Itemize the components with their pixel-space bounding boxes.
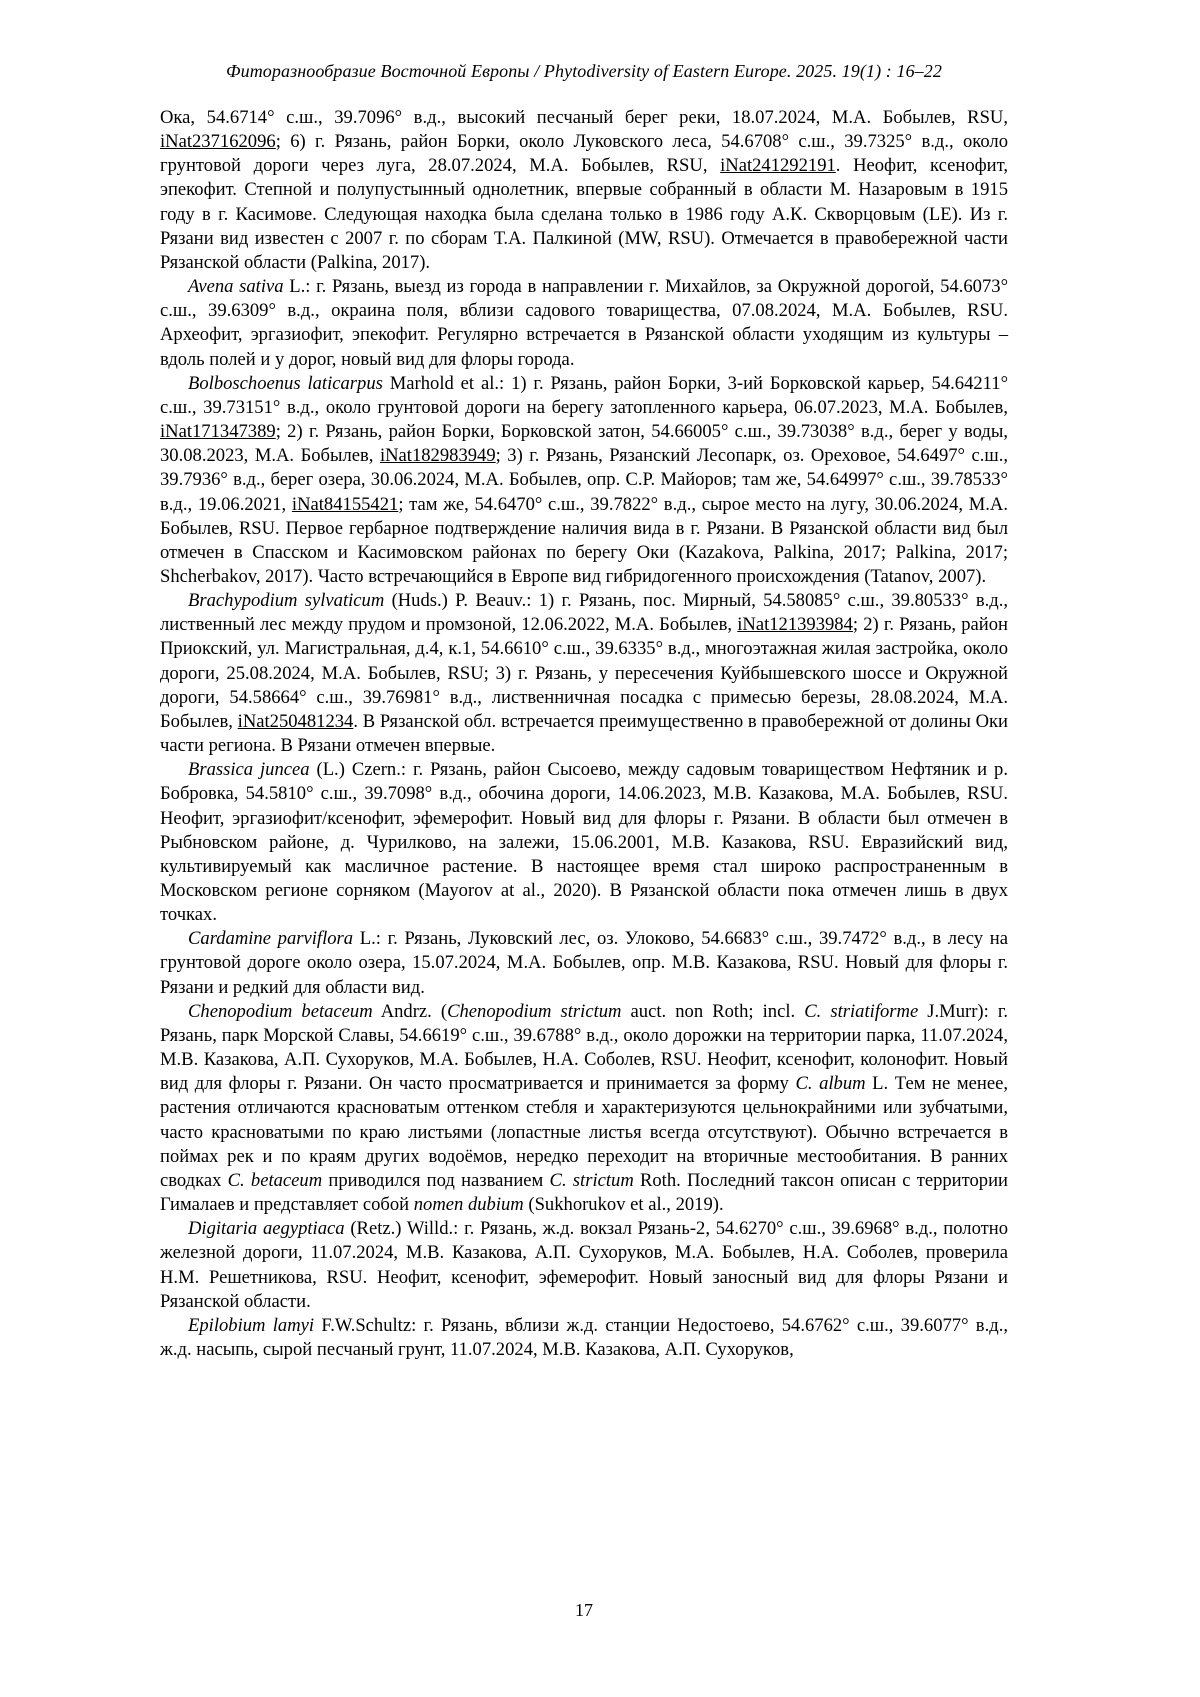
latin-name: Cardamine parviflora <box>188 928 354 950</box>
text-run: L.: г. Рязань, выезд из города в направлении г. Михайлов, за Окружной дорогой, 54.6073° с.ш., 39.6309° в.д., окраина поля, вблизи садового товарищества, 07.08.2024, М.А. Бобылев, RSU. Археофит, эргазиофит, эпекофит. Регулярно встречается в Рязанской области уходящим из культуры – вдоль полей и у дорог, новый вид для флоры города. <box>160 276 1009 370</box>
latin-name: Epilobium lamyi <box>188 1314 315 1336</box>
paragraph <box>160 1000 1008 1217</box>
inat-link[interactable]: iNat84155421 <box>291 493 399 515</box>
text-run: приводился под названием <box>322 1169 550 1191</box>
text-run: L. Тем не менее, растения отличаются красноватым оттенком стебля и характеризуются цельнокрайними или зубчатыми, часто красноватыми по краю листьями (лопастные листья всегда отсутствуют). Обычно встречается в поймах рек и по краям других водоёмов, нередко переходит на вторичные местообитания. В ранних сводках <box>160 1073 1008 1191</box>
paragraph <box>160 372 1008 589</box>
inat-link[interactable]: iNat171347389 <box>160 421 276 443</box>
latin-name: Chenopodium betaceum <box>188 1000 373 1022</box>
text-run: L.: г. Рязань, Луковский лес, оз. Улоково, 54.6683° с.ш., 39.7472° в.д., в лесу на грунтовой дороге около озера, 15.07.2024, М.А. Бобылев, опр. М.В. Казакова, RSU. Новый для флоры г. Рязани и редкий для области вид. <box>160 928 1008 998</box>
inat-link[interactable]: iNat121393984 <box>737 614 853 636</box>
text-run: Andrz. ( <box>372 1000 448 1022</box>
text-run: F.W.Schultz: г. Рязань, вблизи ж.д. станции Недостоево, 54.6762° с.ш., 39.6077° в.д., ж.д. насыпь, сырой песчаный грунт, 11.07.2024, М.В. Казакова, А.П. Сухоруков, <box>160 1314 1008 1360</box>
text-run: (Sukhorukov et al., 2019). <box>523 1194 724 1216</box>
text-run: auct. non Roth; incl. <box>621 1000 805 1022</box>
text-run: . В Рязанской обл. встречается преимущественно в правобережной от долины Оки части региона. В Рязани отмечен впервые. <box>160 710 1008 757</box>
latin-name: Digitaria aegyptiaca <box>188 1218 345 1240</box>
text-run: Marhold et al.: 1) г. Рязань, район Борки, 3-ий Борковской карьер, 54.64211° с.ш., 39.73151° в.д., около грунтовой дороги на берегу затопленного карьера, 06.07.2023, М.А. Бобылев, <box>160 372 1009 418</box>
text-run: (Retz.) Willd.: г. Рязань, ж.д. вокзал Рязань-2, 54.6270° с.ш., 39.6968° в.д., полотно железной дороги, 11.07.2024, М.В. Казакова, А.П. Сухоруков, М.А. Бобылев, Н.А. Соболев, проверила Н.М. Решетникова, RSU. Неофит, ксенофит, эфемерофит. Новый заносный вид для флоры Рязани и Рязанской области. <box>160 1218 1008 1312</box>
paragraph <box>160 758 1008 927</box>
text-run: ; там же, 54.6470° с.ш., 39.7822° в.д., сырое место на лугу, 30.06.2024, М.А. Бобылев, RSU. Первое гербарное подтверждение наличия вида в г. Рязани. В Рязанской области вид был отмечен в Спасском и Касимовском районах по берегу Оки (Kazakova, Palkina, 2017; Palkina, 2017; Shcherbakov, 2017). Часто встречающийся в Европе вид гибридогенного происхождения (Tatanov, 2007). <box>160 493 1008 587</box>
latin-name: Bolboschoenus laticarpus <box>188 372 383 394</box>
latin-name: nomen dubium <box>413 1194 524 1216</box>
latin-name: C. betaceum <box>227 1169 323 1191</box>
latin-name: Chenopodium strictum <box>447 1000 622 1022</box>
latin-name: C. strictum <box>549 1169 634 1191</box>
text-run: ; 6) г. Рязань, район Борки, около Луковского леса, 54.6708° с.ш., 39.7325° в.д., около грунтовой дороги через луга, 28.07.2024, М.А. Бобылев, RSU, <box>160 131 1008 177</box>
inat-link[interactable]: iNat182983949 <box>379 445 496 467</box>
inat-link[interactable]: iNat241292191 <box>720 155 836 177</box>
paragraph <box>160 927 1008 999</box>
article-body <box>160 106 1008 1362</box>
page-number: 17 <box>575 1600 593 1620</box>
inat-link[interactable]: iNat237162096 <box>160 131 276 153</box>
text-run: ; 3) г. Рязань, Рязанский Лесопарк, оз. Ореховое, 54.6497° с.ш., 39.7936° в.д., берег озера, 30.06.2024, М.А. Бобылев, опр. С.Р. Майоров; там же, 54.64997° с.ш., 39.78533° в.д., 19.06.2021, <box>160 445 1008 515</box>
text-run: ; 2) г. Рязань, район Приокский, ул. Магистральная, д.4, к.1, 54.6610° с.ш., 39.6335° в.д., многоэтажная жилая застройка, около дороги, 25.08.2024, М.А. Бобылев, RSU; 3) г. Рязань, у пересечения Куйбышевского шоссе и Окружной дороги, 54.58664° с.ш., 39.76981° в.д., лиственничная посадка с примесью березы, 28.08.2024, М.А. Бобылев, <box>160 614 1008 732</box>
paragraph <box>160 1217 1008 1314</box>
paragraph <box>160 106 1008 275</box>
paragraph <box>160 589 1008 758</box>
text-run: Ока, 54.6714° с.ш., 39.7096° в.д., высокий песчаный берег реки, 18.07.2024, М.А. Бобылев, RSU, <box>160 107 1008 128</box>
latin-name: Avena sativa <box>188 276 284 298</box>
text-run: . Неофит, ксенофит, эпекофит. Степной и полупустынный однолетник, впервые собранный в области М. Назаровым в 1915 году в г. Касимове. Следующая находка была сделана только в 1986 году А.К. Скворцовым (LE). Из г. Рязани вид известен с 2007 г. по сборам Т.А. Палкиной (MW, RSU). Отмечается в правобережной части Рязанской области (Palkina, 2017). <box>160 155 1008 273</box>
text-run: (L.) Czern.: г. Рязань, район Сысоево, между садовым товариществом Нефтяник и р. Бобровка, 54.5810° с.ш., 39.7098° в.д., обочина дороги, 14.06.2023, М.В. Казакова, М.А. Бобылев, RSU. Неофит, эргазиофит/ксенофит, эфемерофит. Новый вид для флоры г. Рязани. В области был отмечен в Рыбновском районе, д. Чурилково, на залежи, 15.06.2001, М.В. Казакова, RSU. Евразийский вид, культивируемый как масличное растение. В настоящее время стал широко распространенным в Московском регионе сорняком (Mayorov at al., 2020). В Рязанской области пока отмечен лишь в двух точках. <box>160 759 1008 926</box>
latin-name: Brassica juncea <box>188 759 310 781</box>
latin-name: C. striatiforme <box>804 1000 919 1022</box>
text-run: Roth. Последний таксон описан с территории Гималаев и представляет собой <box>160 1169 1008 1216</box>
text-run: J.Murr): г. Рязань, парк Морской Славы, 54.6619° с.ш., 39.6788° в.д., около дорожки на территории парка, 11.07.2024, М.В. Казакова, А.П. Сухоруков, М.А. Бобылев, Н.А. Соболев, RSU. Неофит, ксенофит, колонофит. Новый вид для флоры г. Рязани. Он часто просматривается и принимается за форму <box>160 1000 1008 1095</box>
paragraph <box>160 1314 1008 1362</box>
latin-name: C. album <box>795 1073 866 1095</box>
inat-link[interactable]: iNat250481234 <box>237 710 354 732</box>
journal-running-head: Фиторазнообразие Восточной Европы / Phytodiversity of Eastern Europe. 2025. 19(1) : 16–22 <box>226 61 942 81</box>
text-run: (Huds.) P. Beauv.: 1) г. Рязань, пос. Мирный, 54.58085° с.ш., 39.80533° в.д., лиственный лес между прудом и промзоной, 12.06.2022, М.А. Бобылев, <box>160 590 1009 636</box>
paragraph <box>160 275 1008 372</box>
text-run: ; 2) г. Рязань, район Борки, Борковской затон, 54.66005° с.ш., 39.73038° в.д., берег у воды, 30.08.2023, М.А. Бобылев, <box>160 421 1008 467</box>
latin-name: Brachypodium sylvaticum <box>188 590 385 612</box>
